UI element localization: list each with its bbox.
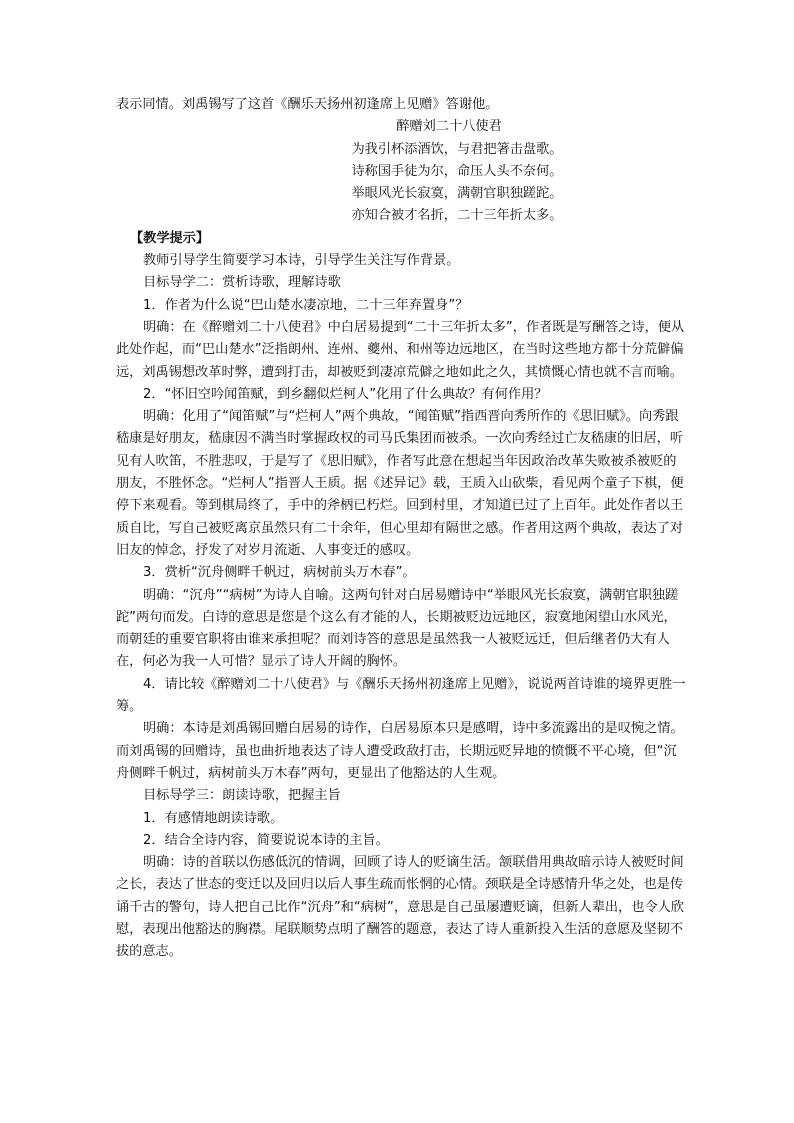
task-2: 2．结合全诗内容，简要说说本诗的主旨。 — [143, 832, 389, 848]
poem-line-1: 为我引杯添酒饮，与君把箸击盘歌。 — [351, 141, 563, 157]
task-1: 1．有感情地朗读诗歌。 — [143, 810, 284, 826]
answer-1: 明确：在《醉赠刘二十八使君》中白居易提到“二十三年折太多”，作者既是写酬答之诗，便从此处作起，而“巴山楚水”泛指朗州、连州、夔州、和州等边远地区，在当时这些地方都十分荒僻偏远，刘禹锡想改革时弊，遭到打击，却被贬到凄凉荒僻之地如此之久，其愤慨心情也就不言而喻。 — [116, 319, 685, 380]
question-1: 1．作者为什么说“巴山楚水凄凉地，二十三年弃置身”？ — [143, 297, 469, 313]
intro-text: 表示同情。刘禹锡写了这首《酬乐天扬州初逢席上见赠》答谢他。 — [116, 97, 499, 112]
answer-theme: 明确：诗的首联以伤感低沉的情调，回顾了诗人的贬谪生活。颔联借用典故暗示诗人被贬时间之长，表达了世态的变迁以及回归以后人事生疏而怅惘的心情。颈联是全诗感情升华之处，也是传诵千古的警句，诗人把自己比作“沉舟”和“病树”，意思是自己虽屡遭贬谪，但新人辈出，也令人欣慰，表现出他豁达的胸襟。尾联顺势点明了酬答的题意，表达了诗人重新投入生活的意愿及坚韧不拔的意志。 — [116, 855, 685, 960]
answer-4: 明确：本诗是刘禹锡回赠白居易的诗作，白居易原本只是感喟，诗中多流露出的是叹惋之情。而刘禹锡的回赠诗，虽也曲折地表达了诗人遭受政敌打击，长期远贬异地的愤慨不平心境，但“沉舟侧畔千帆过，病树前头万木春”两句，更显出了他豁达的人生观。 — [116, 721, 684, 781]
teaching-tip-heading: 【教学提示】 — [130, 230, 210, 246]
poem-line-3: 举眼风光长寂寞，满朝官职独蹉跎。 — [351, 186, 563, 202]
poem-title: 醉赠刘二十八使君 — [396, 119, 502, 135]
goal-two-heading: 目标导学二：赏析诗歌，理解诗歌 — [143, 275, 341, 291]
poem-line-2: 诗称国手徒为尔，命压人头不奈何。 — [351, 163, 563, 179]
question-3: 3．赏析“沉舟侧畔千帆过，病树前头万木春”。 — [143, 565, 416, 581]
answer-2: 明确：化用了“闻笛赋”与“烂柯人”两个典故，“闻笛赋”指西晋向秀所作的《思旧赋》。向秀跟嵇康是好朋友，嵇康因不满当时掌握政权的司马氏集团而被杀。一次向秀经过亡友嵇康的旧居，听见有人吹笛，不胜悲叹，于是写了《思旧赋》，作者写此意在想起当年因政治改革失败被杀被贬的朋友，不胜怀念。“烂柯人”指晋人王质。据《述异记》载，王质入山砍柴，看见两个童子下棋，便停下来观看。等到棋局终了，手中的斧柄已朽烂。回到村里，才知道已过了上百年。此处作者以王质自比，写自己被贬离京虽然只有二十余年，但心里却有隔世之感。作者用这两个典故，表达了对旧友的悼念，抒发了对岁月流逝、人事变迁的感叹。 — [116, 409, 684, 558]
poem-line-4: 亦知合被才名折，二十三年折太多。 — [351, 208, 563, 224]
question-4: 4．请比较《醉赠刘二十八使君》与《酬乐天扬州初逢席上见赠》，说说两首诗谁的境界更胜一筹。 — [116, 676, 686, 715]
goal-three-heading: 目标导学三：朗读诗歌，把握主旨 — [143, 788, 341, 804]
poem-block — [116, 116, 686, 227]
document-page — [116, 94, 686, 964]
answer-3: 明确：“沉舟”“病树”为诗人自喻。这两句针对白居易赠诗中“举眼风光长寂寞，满朝官职独蹉跎”两句而发。白诗的意思是您是个这么有才能的人，长期被贬边远地区，寂寞地闲望山水风光，而朝廷的重要官职将由谁来承担呢？而刘诗答的意思是虽然我一人被贬远迁，但后继者仍大有人在，何必为我一人可惜？显示了诗人开阔的胸怀。 — [116, 587, 679, 670]
question-2: 2．“怀旧空吟闻笛赋，到乡翻似烂柯人”化用了什么典故？有何作用？ — [143, 386, 548, 402]
teaching-tip-text: 教师引导学生简要学习本诗，引导学生关注写作背景。 — [143, 253, 460, 269]
